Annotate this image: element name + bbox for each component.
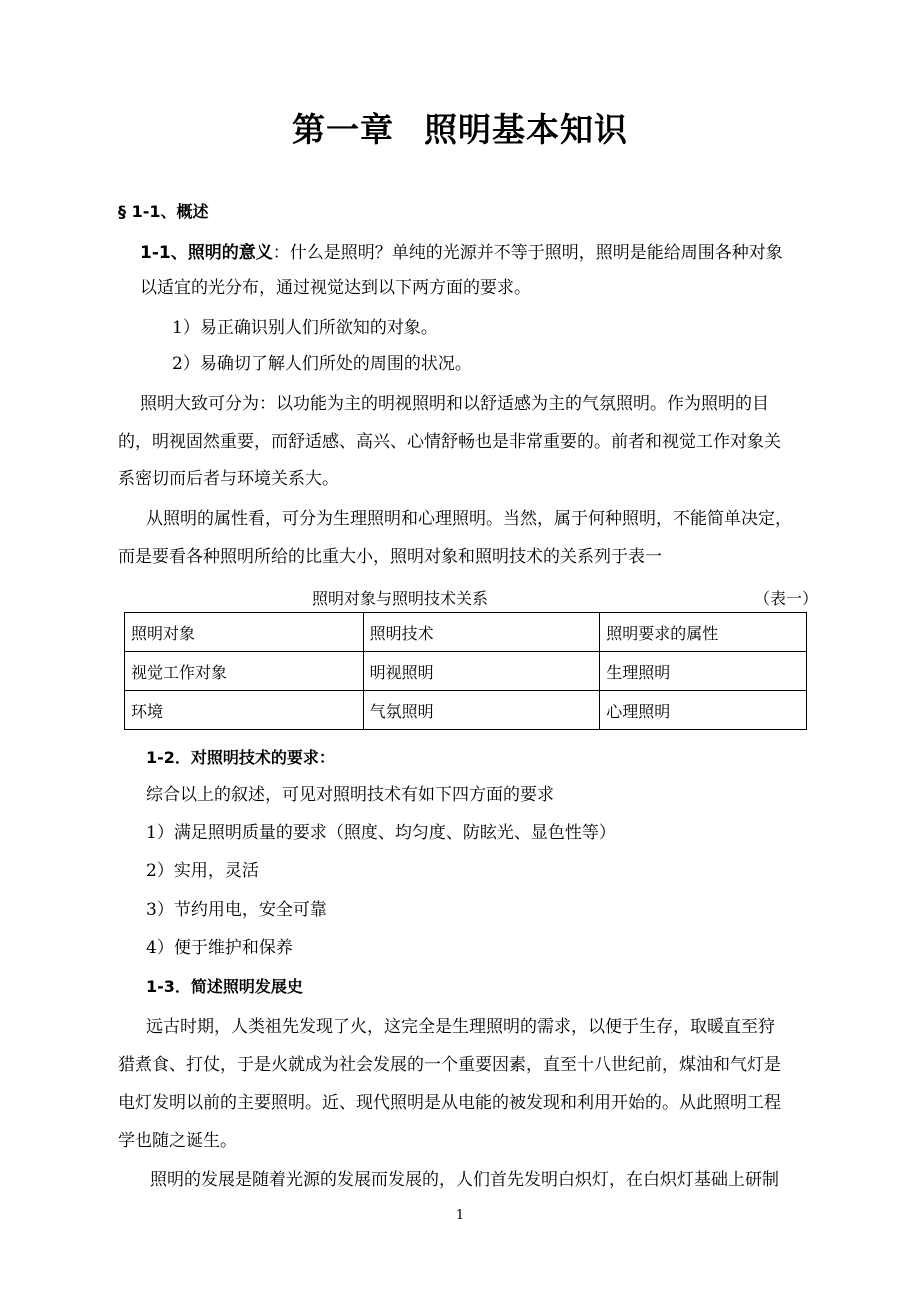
table-cell: 心理照明 [600,691,807,730]
para1-line2: 的，明视固然重要，而舒适感、高兴、心情舒畅也是非常重要的。前者和视觉工作对象关 [118,432,781,452]
s1-2-item: 1）满足照明质量的要求（照度、均匀度、防眩光、显色性等） [146,823,616,843]
para2-line1: 从照明的属性看，可分为生理照明和心理照明。当然，属于何种照明，不能简单决定， [146,509,792,529]
s1-2-item: 4）便于维护和保养 [146,938,293,958]
table-cell: 照明要求的属性 [600,613,807,652]
s1-1-text1: ：什么是照明？单纯的光源并不等于照明，照明是能给周围各种对象 [272,243,783,263]
chapter-name: 照明基本知识 [424,110,628,149]
table-row [125,613,807,652]
table-cell: 生理照明 [600,652,807,691]
s1-3-p2-line: 照明的发展是随着光源的发展而发展的，人们首先发明白炽灯，在白炽灯基础上研制 [150,1170,779,1190]
s1-2-item: 3）节约用电，安全可靠 [146,900,327,920]
table-cell: 照明对象 [125,613,364,652]
s1-2-item: 2）实用，灵活 [146,861,259,881]
table-row [125,652,807,691]
page-number: 1 [455,1208,465,1223]
s1-1-item2: 2）易确切了解人们所处的周围的状况。 [172,354,472,374]
table-cell: 照明技术 [363,613,600,652]
chapter-title [0,104,920,151]
table-cell: 明视照明 [363,652,600,691]
table-caption: 照明对象与照明技术关系 [312,589,489,608]
s1-1-item1: 1）易正确识别人们所欲知的对象。 [172,318,438,338]
table-tag: （表一） [754,589,819,608]
para2-line2: 而是要看各种照明所给的比重大小，照明对象和照明技术的关系列于表一 [118,547,662,567]
table-cell: 环境 [125,691,364,730]
s1-1-label: 1-1、照明的意义 [140,243,273,263]
s1-3-p1-line: 学也随之诞生。 [118,1131,237,1151]
table-row [125,691,807,730]
s1-2-intro: 综合以上的叙述，可见对照明技术有如下四方面的要求 [146,785,554,805]
para1-line1: 照明大致可分为：以功能为主的明视照明和以舒适感为主的气氛照明。作为照明的目 [140,394,769,414]
s1-3-p1-line: 远古时期，人类祖先发现了火，这完全是生理照明的需求，以便于生存，取暖直至狩 [146,1017,775,1037]
section-heading: § 1-1、概述 [118,202,209,221]
s1-1-line1 [140,241,830,265]
s1-2-heading: 1-2．对照明技术的要求： [146,748,335,767]
s1-3-heading: 1-3．简述照明发展史 [146,977,303,996]
s1-1-line2: 以适宜的光分布，通过视觉达到以下两方面的要求。 [140,278,531,298]
table-cell: 气氛照明 [363,691,600,730]
relation-table [124,612,807,730]
s1-3-p1-line: 猎煮食、打仗，于是火就成为社会发展的一个重要因素，直至十八世纪前，煤油和气灯是 [118,1055,781,1075]
s1-3-p1-line: 电灯发明以前的主要照明。近、现代照明是从电能的被发现和利用开始的。从此照明工程 [118,1093,781,1113]
para1-line3: 系密切而后者与环境关系大。 [118,469,339,489]
chapter-number: 第一章 [292,110,394,149]
table-cell: 视觉工作对象 [125,652,364,691]
